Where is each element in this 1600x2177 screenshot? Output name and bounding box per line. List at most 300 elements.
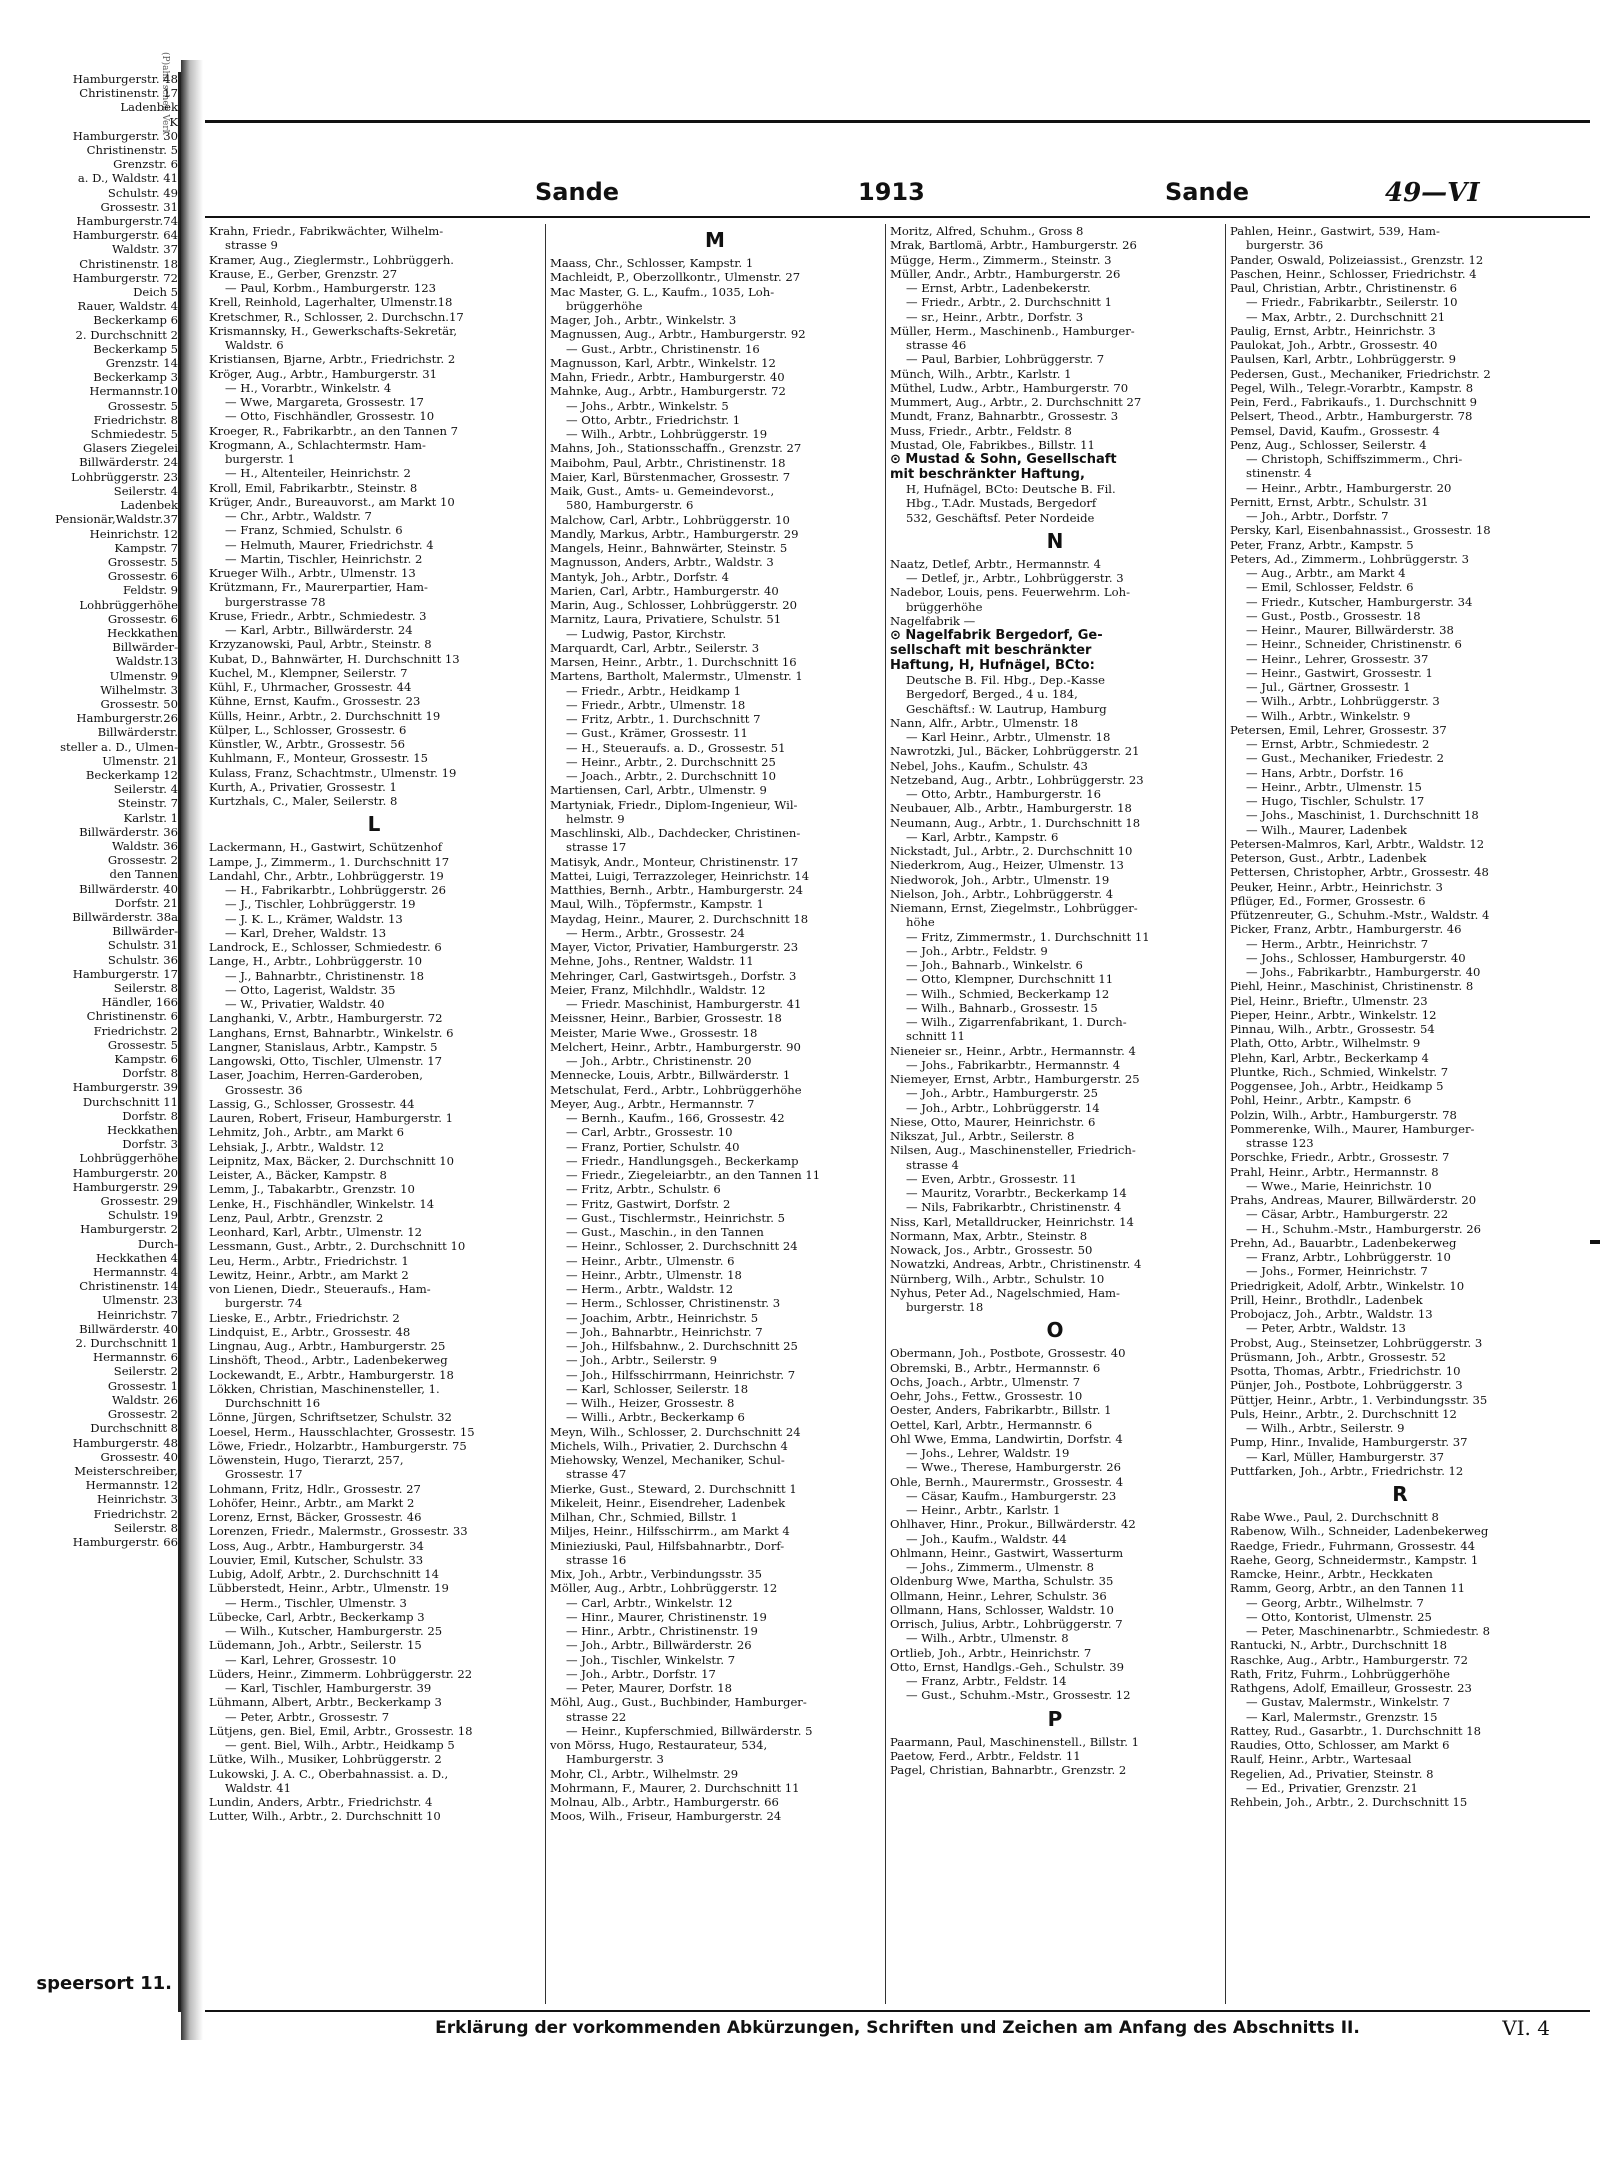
directory-entry-continuation: — Heinr., Arbtr., Ulmenstr. 6: [566, 1253, 735, 1268]
directory-entry-continuation: — Wwe, Margareta, Grossestr. 17: [225, 395, 424, 409]
directory-entry-continuation: — Joh., Bahnarb., Winkelstr. 6: [906, 958, 1083, 972]
directory-entry: Lockewandt, E., Arbtr., Hamburgerstr. 18: [209, 1367, 454, 1382]
directory-entry-continuation: — Franz, Arbtr., Feldstr. 14: [906, 1674, 1067, 1688]
directory-entry: Molnau, Alb., Arbtr., Hamburgerstr. 66: [550, 1795, 779, 1809]
directory-entry: Pander, Oswald, Polizeiassist., Grenzstr. 12: [1230, 252, 1484, 267]
directory-entry-continuation: burgerstr. 74: [225, 1296, 303, 1311]
directory-entry-continuation: — Mauritz, Vorarbtr., Beckerkamp 14: [906, 1186, 1127, 1200]
previous-page-entry: Kampstr. 7: [114, 540, 178, 555]
directory-entry: Mattei, Luigi, Terrazzoleger, Heinrichstr. 14: [550, 868, 810, 883]
previous-page-entry: Billwärder-: [112, 924, 178, 939]
directory-entry-continuation: — Otto, Arbtr., Friedrichstr. 1: [566, 412, 741, 427]
directory-entry: Ortlieb, Joh., Arbtr., Heinrichstr. 7: [890, 1645, 1092, 1660]
directory-entry-continuation: — Otto, Fischhändler, Grossestr. 10: [225, 409, 435, 424]
directory-entry-continuation: — Otto, Lagerist, Waldstr. 35: [225, 982, 396, 997]
directory-entry: Netzeband, Aug., Arbtr., Lohbrüggerstr. 23: [890, 772, 1144, 787]
directory-entry: Leu, Herm., Arbtr., Friedrichstr. 1: [209, 1253, 409, 1268]
directory-entry: Lundin, Anders, Arbtr., Friedrichstr. 4: [209, 1795, 433, 1809]
directory-entry-continuation: — Herm., Tischler, Ulmenstr. 3: [225, 1595, 407, 1610]
directory-entry: Normann, Max, Arbtr., Steinstr. 8: [890, 1228, 1088, 1243]
directory-entry-continuation: — Paul, Korbm., Hamburgerstr. 123: [225, 281, 437, 295]
directory-entry: Lökken, Christian, Maschinensteller, 1.: [209, 1381, 440, 1396]
directory-entry: Mandly, Markus, Arbtr., Hamburgerstr. 29: [550, 526, 799, 541]
directory-entry-continuation: — J., Bahnarbtr., Christinenstr. 18: [225, 968, 425, 983]
directory-entry-continuation: — Ernst, Arbtr., Schmiedestr. 2: [1246, 737, 1430, 751]
directory-entry-continuation: — Peter, Arbtr., Grossestr. 7: [225, 1709, 390, 1724]
previous-page-entries: [0, 72, 178, 1549]
directory-entry-continuation: — Friedr., Arbtr., Ulmenstr. 18: [566, 697, 746, 712]
directory-entry: Pagel, Christian, Bahnarbtr., Grenzstr. 2: [890, 1763, 1127, 1777]
previous-page-entry: 2. Durchschnitt 2: [75, 327, 178, 342]
directory-entry: Müller, Andr., Arbtr., Hamburgerstr. 26: [890, 266, 1121, 281]
directory-entry: Persky, Karl, Eisenbahnassist., Grossestr. 18: [1230, 523, 1491, 538]
directory-entry: Paetow, Ferd., Arbtr., Feldstr. 11: [890, 1748, 1081, 1763]
directory-entry-continuation: — Joh., Arbtr., Feldstr. 9: [906, 943, 1048, 958]
previous-page-entry: Lohbrüggerhöhe: [79, 1151, 178, 1166]
directory-entry-continuation: — Georg, Arbtr., Wilhelmstr. 7: [1246, 1595, 1424, 1610]
directory-entry-continuation: — Wilh., Arbtr., Lohbrüggerstr. 3: [1246, 694, 1440, 709]
column-1: [205, 224, 543, 2004]
directory-entry-continuation: — Karl Heinr., Arbtr., Ulmenstr. 18: [906, 730, 1111, 744]
directory-entry-continuation: — Hugo, Tischler, Schulstr. 17: [1246, 794, 1425, 808]
previous-page-entry: Hermannstr. 12: [85, 1478, 178, 1493]
directory-entry: Krogmann, A., Schlachtermstr. Ham-: [209, 437, 426, 452]
directory-entry-continuation: — Hans, Arbtr., Dorfstr. 16: [1246, 765, 1404, 780]
directory-entry: Lindquist, E., Arbtr., Grossestr. 48: [209, 1324, 411, 1339]
directory-entry: Ollmann, Hans, Schlosser, Waldstr. 10: [890, 1602, 1114, 1617]
previous-page-entry: Friedrichstr. 2: [93, 1023, 178, 1038]
directory-entry: Ollmann, Heinr., Lehrer, Schulstr. 36: [890, 1588, 1107, 1603]
previous-page-entry: Grossestr. 6: [107, 569, 178, 584]
directory-entry: Mehne, Johs., Rentner, Waldstr. 11: [550, 954, 754, 969]
directory-entry-continuation: — Wwe., Marie, Heinrichstr. 10: [1246, 1178, 1432, 1193]
directory-entry: Löwenstein, Hugo, Tierarzt, 257,: [209, 1453, 404, 1467]
previous-page-entry: Hamburgerstr.74: [76, 214, 178, 229]
directory-entry-continuation: strasse 22: [566, 1709, 627, 1724]
directory-entry-continuation: — H., Schuhm.-Mstr., Hamburgerstr. 26: [1246, 1221, 1481, 1236]
directory-entry-continuation: — Herm., Arbtr., Grossestr. 24: [566, 925, 745, 940]
directory-entry: Kretschmer, R., Schlosser, 2. Durchschn.17: [209, 309, 464, 324]
directory-entry: Prahl, Heinr., Arbtr., Hermannstr. 8: [1230, 1164, 1439, 1179]
directory-entry: Mayer, Victor, Privatier, Hamburgerstr. 23: [550, 940, 799, 954]
section-letter: O: [1046, 1318, 1064, 1343]
directory-entry-continuation: — Fritz, Arbtr., 1. Durchschnitt 7: [566, 712, 761, 726]
directory-entry: Martens, Bartholt, Malermstr., Ulmenstr. 1: [550, 669, 803, 684]
directory-entry-continuation: strasse 16: [566, 1552, 627, 1567]
directory-entry: Ohlhaver, Hinr., Prokur., Billwärderstr. 42: [890, 1517, 1136, 1532]
directory-entry: Lüdemann, Joh., Arbtr., Seilerstr. 15: [209, 1638, 422, 1653]
previous-page-entry: Ladenbek: [120, 498, 178, 513]
directory-entry-continuation: — Fritz, Zimmermstr., 1. Durchschnitt 11: [906, 929, 1150, 944]
directory-entry: Pelsert, Theod., Arbtr., Hamburgerstr. 78: [1230, 409, 1473, 424]
directory-entry: Raudies, Otto, Schlosser, am Markt 6: [1230, 1738, 1450, 1752]
previous-page-entry: Grenzstr. 6: [113, 157, 178, 172]
directory-entry: Kuchel, M., Klempner, Seilerstr. 7: [209, 665, 408, 680]
directory-entry: Nikszat, Jul., Arbtr., Seilerstr. 8: [890, 1129, 1075, 1143]
previous-page-entry: steller a. D., Ulmen-: [60, 739, 178, 754]
directory-entry: Minieziuski, Paul, Hilfsbahnarbtr., Dorf-: [550, 1538, 785, 1553]
directory-entry: Külls, Heinr., Arbtr., 2. Durchschnitt 19: [209, 708, 441, 723]
directory-entry: Paulokat, Joh., Arbtr., Grossestr. 40: [1230, 338, 1438, 352]
previous-page-entry: Durchschnitt 11: [82, 1094, 178, 1109]
previous-page-entry: Beckerkamp 6: [93, 313, 178, 328]
directory-entry: Peters, Ad., Zimmerm., Lohbrüggerstr. 3: [1230, 551, 1470, 566]
previous-page-entry: Grossestr. 5: [107, 398, 178, 413]
directory-entry-continuation: H, Hufnägel, BCto: Deutsche B. Fil.: [906, 482, 1116, 496]
directory-entry: Lenke, H., Fischhändler, Winkelstr. 14: [209, 1196, 435, 1211]
directory-entry-continuation: — Heinr., Arbtr., Karlstr. 1: [906, 1503, 1061, 1517]
directory-entry-continuation: strasse 17: [566, 840, 627, 855]
previous-page-entry: Ulmenstr. 23: [102, 1293, 178, 1308]
directory-entry-continuation: — Ernst, Arbtr., Ladenbekerstr.: [906, 281, 1091, 295]
directory-entry-continuation: — Joh., Arbtr., Hamburgerstr. 25: [906, 1086, 1099, 1101]
directory-entry-continuation: Bergedorf, Berged., 4 u. 184,: [906, 687, 1078, 702]
directory-entry: Naatz, Detlef, Arbtr., Hermannstr. 4: [890, 556, 1102, 571]
directory-entry: Pernitt, Ernst, Arbtr., Schulstr. 31: [1230, 494, 1429, 509]
previous-page-entry: Schulstr. 19: [107, 1208, 178, 1223]
directory-entry-continuation: — Johs., Maschinist, 1. Durchschnitt 18: [1246, 808, 1479, 823]
directory-entry: Kuhlmann, F., Monteur, Grossestr. 15: [209, 751, 429, 766]
directory-entry: Rabe Wwe., Paul, 2. Durchschnitt 8: [1230, 1510, 1439, 1524]
directory-entry-continuation: — Johs., Former, Heinrichstr. 7: [1246, 1264, 1428, 1279]
previous-page-entry: Christinenstr. 14: [79, 1279, 178, 1294]
directory-entry: Nawrotzki, Jul., Bäcker, Lohbrüggerstr. 21: [890, 744, 1140, 759]
directory-entry: Mahn, Friedr., Arbtr., Hamburgerstr. 40: [550, 370, 785, 384]
directory-entry-continuation: — J. K. L., Krämer, Waldstr. 13: [225, 911, 403, 926]
previous-page-entry: Beckerkamp 12: [85, 767, 178, 782]
previous-page-entry: Grossestr. 6: [107, 611, 178, 626]
directory-entry: Matisyk, Andr., Monteur, Christinenstr. 17: [550, 854, 799, 869]
directory-entry-continuation: — Otto, Klempner, Durchschnitt 11: [906, 972, 1114, 987]
previous-page-entry: Heckkathen: [107, 1123, 178, 1138]
directory-entry: Miehowsky, Wenzel, Mechaniker, Schul-: [550, 1453, 785, 1467]
previous-page-entry: Meisterschreiber,: [74, 1463, 178, 1478]
directory-entry-continuation: — Friedr., Ziegeleiarbtr., an den Tannen 11: [566, 1168, 821, 1182]
directory-entry-continuation: — Aug., Arbtr., am Markt 4: [1246, 566, 1406, 580]
directory-entry: Lewitz, Heinr., Arbtr., am Markt 2: [209, 1267, 409, 1282]
directory-entry: Rathgens, Adolf, Emailleur, Grossestr. 23: [1230, 1681, 1472, 1695]
directory-entry-continuation: — Johs., Lehrer, Waldstr. 19: [906, 1446, 1070, 1460]
directory-entry: Oettel, Karl, Arbtr., Hermannstr. 6: [890, 1417, 1093, 1432]
previous-page-entry: Grossestr. 2: [107, 1407, 178, 1422]
directory-entry: Künstler, W., Arbtr., Grossestr. 56: [209, 737, 405, 751]
directory-entry: Michels, Wilh., Privatier, 2. Durchschn 4: [550, 1438, 788, 1453]
directory-entry-continuation: — Herm., Schlosser, Christinenstr. 3: [566, 1296, 781, 1311]
directory-entry: Pump, Hinr., Invalide, Hamburgerstr. 37: [1230, 1435, 1468, 1450]
directory-entry-continuation: — H., Altenteiler, Heinrichstr. 2: [225, 466, 411, 481]
directory-entry: Kurth, A., Privatier, Grossestr. 1: [209, 779, 397, 794]
directory-entry: Mix, Joh., Arbtr., Verbindungsstr. 35: [550, 1567, 762, 1581]
directory-entry: Maibohm, Paul, Arbtr., Christinenstr. 18: [550, 455, 786, 470]
directory-entry-continuation: strasse 46: [906, 338, 967, 352]
directory-entry: Ramm, Georg, Arbtr., an den Tannen 11: [1230, 1581, 1465, 1596]
previous-page-entry: Christinenstr. 6: [86, 1009, 178, 1024]
directory-entry: Kurtzhals, C., Maler, Seilerstr. 8: [209, 794, 398, 808]
directory-entry: Moritz, Alfred, Schuhm., Gross 8: [890, 224, 1084, 238]
directory-entry-continuation: — Christoph, Schiffszimmerm., Chri-: [1246, 452, 1463, 466]
directory-entry-continuation: — Johs., Fabrikarbtr., Hamburgerstr. 40: [1246, 965, 1481, 979]
directory-entry: Laser, Joachim, Herren-Garderoben,: [209, 1068, 423, 1083]
directory-entry: Lütke, Wilh., Musiker, Lohbrüggerstr. 2: [209, 1752, 442, 1767]
directory-entry-continuation: — Franz, Arbtr., Lohbrüggerstr. 10: [1246, 1250, 1451, 1264]
directory-entry-continuation: — Johs., Zimmerm., Ulmenstr. 8: [906, 1560, 1095, 1574]
directory-entry-continuation: — Friedr., Arbtr., Heidkamp 1: [566, 683, 742, 698]
directory-entry-continuation: — Joh., Arbtr., Lohbrüggerstr. 14: [906, 1100, 1100, 1115]
directory-entry-continuation: — Joh., Arbtr., Dorfstr. 17: [566, 1666, 716, 1681]
directory-entry: Lukowski, J. A. C., Oberbahnassist. a. D.,: [209, 1766, 449, 1781]
directory-entry-continuation: — Otto, Arbtr., Hamburgerstr. 16: [906, 787, 1102, 801]
directory-entry: Puls, Heinr., Arbtr., 2. Durchschnitt 12: [1230, 1406, 1457, 1421]
directory-entry-continuation: höhe: [906, 915, 935, 930]
previous-page-entry: Grossestr. 5: [107, 554, 178, 569]
directory-entry: Ohl Wwe, Emma, Landwirtin, Dorfstr. 4: [890, 1431, 1123, 1446]
directory-entry: Polzin, Wilh., Arbtr., Hamburgerstr. 78: [1230, 1107, 1457, 1122]
directory-entry-continuation: — Chr., Arbtr., Waldstr. 7: [225, 509, 372, 523]
directory-entry: Paulig, Ernst, Arbtr., Heinrichstr. 3: [1230, 323, 1436, 338]
directory-entry: Krahn, Friedr., Fabrikwächter, Wilhelm-: [209, 224, 444, 238]
directory-entry: Lohmann, Fritz, Hdlr., Grossestr. 27: [209, 1481, 421, 1496]
directory-entry: Matthies, Bernh., Arbtr., Hamburgerstr. 24: [550, 883, 803, 897]
directory-entry-continuation: — Jul., Gärtner, Grossestr. 1: [1246, 680, 1411, 694]
section-letter: N: [1046, 528, 1064, 553]
previous-page-entry: Karlstr. 1: [123, 810, 178, 825]
directory-entry-continuation: — Wilh., Heizer, Grossestr. 8: [566, 1396, 735, 1410]
directory-entry: Obermann, Joh., Postbote, Grossestr. 40: [890, 1346, 1126, 1361]
directory-entry: Leonhard, Karl, Arbtr., Ulmenstr. 12: [209, 1225, 423, 1239]
directory-entry-continuation: burgerstr. 36: [1246, 238, 1324, 253]
directory-entry-continuation: — W., Privatier, Waldstr. 40: [225, 997, 385, 1011]
directory-entry: Plath, Otto, Arbtr., Wilhelmstr. 9: [1230, 1036, 1421, 1051]
directory-entry-continuation: — H., Steueraufs. a. D., Grossestr. 51: [566, 740, 786, 755]
directory-entry-continuation: — Johs., Arbtr., Winkelstr. 5: [566, 398, 729, 413]
directory-entry: Moos, Wilh., Friseur, Hamburgerstr. 24: [550, 1809, 782, 1824]
directory-entry: Prill, Heinr., Brothdlr., Ladenbek: [1230, 1292, 1423, 1307]
directory-entry: Machleidt, P., Oberzollkontr., Ulmenstr. 27: [550, 270, 801, 285]
previous-page-entry: Grossestr. 5: [107, 1037, 178, 1052]
previous-page-entry: Hermannstr.10: [89, 384, 178, 399]
directory-entry-continuation: — Gust., Postb., Grossestr. 18: [1246, 608, 1421, 623]
spine-text: (P)ahn schen Verl.: [160, 52, 170, 136]
directory-entry: Pfützenreuter, G., Schuhm.-Mstr., Waldstr. 4: [1230, 908, 1490, 922]
directory-entry-continuation: — Heinr., Lehrer, Grossestr. 37: [1246, 651, 1429, 666]
directory-entry: Mager, Joh., Arbtr., Winkelstr. 3: [550, 313, 737, 327]
previous-page-entry: Dorfstr. 8: [122, 1066, 178, 1081]
directory-entry-continuation: — H., Vorarbtr., Winkelstr. 4: [225, 380, 392, 395]
directory-entry-continuation: — Gust., Mechaniker, Friedestr. 2: [1246, 751, 1445, 766]
directory-entry-continuation: 532, Geschäftsf. Peter Nordeide: [906, 510, 1095, 525]
previous-page-entry: Lohbrüggerstr. 23: [71, 469, 178, 484]
previous-page-entry: Billwärder-: [112, 640, 178, 655]
directory-entry-continuation: — Wilh., Maurer, Ladenbek: [1246, 822, 1407, 837]
previous-page-entry: a. D., Waldstr. 41: [77, 171, 178, 186]
previous-page-entry: Schulstr. 36: [107, 952, 178, 967]
directory-entry: Püttjer, Heinr., Arbtr., 1. Verbindungsstr. 35: [1230, 1392, 1488, 1407]
directory-entry: Pflüger, Ed., Former, Grossestr. 6: [1230, 893, 1426, 908]
directory-entry: Pünjer, Joh., Postbote, Lohbrüggerstr. 3: [1230, 1378, 1463, 1393]
previous-page-entry: Heinrichstr. 12: [89, 526, 178, 541]
directory-entry: Prüsmann, Joh., Arbtr., Grossestr. 52: [1230, 1349, 1446, 1364]
directory-entry: Picker, Franz, Arbtr., Hamburgerstr. 46: [1230, 922, 1462, 937]
directory-entry: Marnitz, Laura, Privatiere, Schulstr. 51: [550, 612, 782, 627]
firm-entry: ⊙ Nagelfabrik Bergedorf, Ge-: [890, 628, 1103, 643]
directory-entry-continuation: — Paul, Barbier, Lohbrüggerstr. 7: [906, 352, 1105, 367]
directory-entry: Langowski, Otto, Tischler, Ulmenstr. 17: [209, 1054, 442, 1068]
directory-entry-continuation: — Wilh., Arbtr., Seilerstr. 9: [1246, 1421, 1405, 1435]
directory-entry: Mac Master, G. L., Kaufm., 1035, Loh-: [550, 284, 775, 299]
directory-entry: Paarmann, Paul, Maschinenstell., Billstr. 1: [890, 1734, 1139, 1749]
directory-entry-continuation: — Helmuth, Maurer, Friedrichstr. 4: [225, 537, 434, 552]
directory-entry-continuation: — Heinr., Arbtr., Hamburgerstr. 20: [1246, 480, 1452, 495]
directory-entry: Raehe, Georg, Schneidermstr., Kampstr. 1: [1230, 1552, 1479, 1567]
directory-entry-continuation: — Heinr., Gastwirt, Grossestr. 1: [1246, 665, 1433, 680]
directory-entry: Nann, Alfr., Arbtr., Ulmenstr. 18: [890, 715, 1079, 730]
directory-entry-continuation: burgerstr. 1: [225, 452, 295, 466]
directory-entry-continuation: — J., Tischler, Lohbrüggerstr. 19: [225, 897, 416, 912]
directory-entry-continuation: helmstr. 9: [566, 811, 625, 826]
directory-entry-continuation: brüggerhöhe: [906, 599, 983, 614]
directory-entry: Mrak, Bartlomä, Arbtr., Hamburgerstr. 26: [890, 238, 1137, 253]
directory-entry-continuation: Waldstr. 6: [225, 338, 284, 352]
directory-entry-continuation: — Joh., Hilfsschirrmann, Heinrichstr. 7: [566, 1367, 796, 1382]
directory-entry: Niemeyer, Ernst, Arbtr., Hamburgerstr. 25: [890, 1072, 1140, 1086]
previous-page-entry: Steinstr. 7: [117, 796, 178, 811]
previous-page-entry: Beckerkamp 5: [93, 341, 178, 356]
directory-entry-continuation: — Friedr., Fabrikarbtr., Seilerstr. 10: [1246, 295, 1458, 310]
previous-page-entry: Hamburgerstr. 39: [72, 1080, 178, 1095]
directory-entry: Miljes, Heinr., Hilfsschirrm., am Markt 4: [550, 1524, 790, 1539]
directory-entry: Maul, Wilh., Töpfermstr., Kampstr. 1: [550, 897, 764, 912]
previous-page-entry: Feldstr. 9: [122, 583, 178, 598]
directory-entry: Niemann, Ernst, Ziegelmstr., Lohbrügger-: [890, 901, 1138, 915]
directory-entry-continuation: — Ed., Privatier, Grenzstr. 21: [1246, 1780, 1418, 1795]
directory-entry: Krause, E., Gerber, Grenzstr. 27: [209, 266, 398, 281]
directory-entry: Pahlen, Heinr., Gastwirt, 539, Ham-: [1230, 224, 1440, 238]
directory-entry: Meyer, Aug., Arbtr., Hermannstr. 7: [550, 1096, 755, 1111]
directory-entry: Kramer, Aug., Zieglermstr., Lohbrüggerh.: [209, 252, 454, 267]
directory-entry-continuation: — Gust., Schuhm.-Mstr., Grossestr. 12: [906, 1688, 1131, 1703]
previous-page-entry: Seilerstr. 4: [113, 782, 178, 797]
previous-page-entry: Friedrichstr. 8: [93, 412, 178, 427]
directory-entry: Müthel, Ludw., Arbtr., Hamburgerstr. 70: [890, 380, 1129, 395]
directory-entry-continuation: — Joh., Bahnarbtr., Heinrichstr. 7: [566, 1324, 763, 1339]
directory-entry: Lange, H., Arbtr., Lohbrüggerstr. 10: [209, 954, 423, 969]
directory-entry-continuation: — Fritz, Arbtr., Schulstr. 6: [566, 1182, 721, 1197]
directory-entry: Piehl, Heinr., Maschinist, Christinenstr. 8: [1230, 979, 1474, 994]
directory-entry-continuation: — Franz, Schmied, Schulstr. 6: [225, 523, 403, 538]
directory-entry: Lübecke, Carl, Arbtr., Beckerkamp 3: [209, 1609, 425, 1624]
directory-entry-continuation: — Johs., Schlosser, Hamburgerstr. 40: [1246, 950, 1466, 965]
previous-page-entry: Grossestr. 50: [100, 696, 178, 711]
directory-entry: Pemsel, David, Kaufm., Grossestr. 4: [1230, 423, 1440, 438]
directory-entry: Lemm, J., Tabakarbtr., Grenzstr. 10: [209, 1182, 415, 1197]
directory-entry-continuation: — Cäsar, Kaufm., Hamburgerstr. 23: [906, 1488, 1117, 1503]
directory-entry-continuation: — Joh., Kaufm., Waldstr. 44: [906, 1531, 1067, 1546]
previous-page-entry: Beckerkamp 3: [93, 370, 178, 385]
directory-entry: Lieske, E., Arbtr., Friedrichstr. 2: [209, 1310, 400, 1325]
firm-entry: mit beschränkter Haftung,: [890, 467, 1085, 482]
directory-entry: Krismannsky, H., Gewerkschafts-Sekretär,: [209, 323, 458, 338]
directory-entry-continuation: — gent. Biel, Wilh., Arbtr., Heidkamp 5: [225, 1738, 455, 1752]
directory-entry: Rehbein, Joh., Arbtr., 2. Durchschnitt 15: [1230, 1795, 1468, 1809]
directory-entry: Pedersen, Gust., Mechaniker, Friedrichstr. 2: [1230, 366, 1491, 381]
directory-entry: Malchow, Carl, Arbtr., Lohbrüggerstr. 10: [550, 512, 790, 527]
directory-entry: Mummert, Aug., Arbtr., 2. Durchschnitt 27: [890, 395, 1142, 409]
header-place-left: Sande: [535, 178, 620, 206]
directory-entry: Lackermann, H., Gastwirt, Schützenhof: [209, 840, 443, 855]
previous-page-entry: Grossestr. 1: [107, 1378, 178, 1393]
directory-entry: Linshöft, Theod., Arbtr., Ladenbekerweg: [209, 1353, 448, 1368]
directory-entry-continuation: brüggerhöhe: [566, 298, 643, 313]
bottom-rule: [205, 2010, 1590, 2012]
directory-entry: Piel, Heinr., Brieftr., Ulmenstr. 23: [1230, 993, 1428, 1008]
directory-entry-continuation: — Bernh., Kaufm., 166, Grossestr. 42: [566, 1111, 785, 1125]
directory-entry: Mahnke, Aug., Arbtr., Hamburgerstr. 72: [550, 384, 786, 399]
running-head: [205, 178, 1590, 212]
directory-entry: Peter, Franz, Arbtr., Kampstr. 5: [1230, 537, 1414, 552]
previous-page-entry: Waldstr. 26: [112, 1392, 178, 1407]
directory-entry-continuation: — Wilh., Kutscher, Hamburgerstr. 25: [225, 1624, 443, 1638]
directory-entry: Langhanki, V., Arbtr., Hamburgerstr. 72: [209, 1011, 443, 1026]
directory-page: [205, 120, 1590, 2120]
directory-entry: von Mörss, Hugo, Restaurateur, 534,: [550, 1738, 768, 1752]
directory-entry: Lüders, Heinr., Zimmerm. Lohbrüggerstr. 22: [209, 1666, 473, 1681]
directory-entry: Melchert, Heinr., Arbtr., Hamburgerstr. 90: [550, 1039, 801, 1054]
directory-entry-continuation: — Peter, Arbtr., Waldstr. 13: [1246, 1321, 1406, 1336]
directory-entry: Lehsiak, J., Arbtr., Waldstr. 12: [209, 1139, 385, 1154]
directory-entry: Nürnberg, Wilh., Arbtr., Schulstr. 10: [890, 1271, 1105, 1286]
previous-page-entry: Schulstr. 49: [107, 185, 178, 200]
directory-entry-continuation: — Detlef, jr., Arbtr., Lohbrüggerstr. 3: [906, 571, 1124, 585]
directory-entry: Muss, Friedr., Arbtr., Feldstr. 8: [890, 423, 1072, 438]
directory-entry-continuation: schnitt 11: [906, 1029, 965, 1044]
directory-entry-continuation: — Peter, Maurer, Dorfstr. 18: [566, 1681, 732, 1695]
previous-page-entry: Grossestr. 40: [100, 1449, 178, 1464]
directory-entry: Pohl, Heinr., Arbtr., Kampstr. 6: [1230, 1093, 1412, 1108]
directory-entry: Magnusson, Anders, Arbtr., Waldstr. 3: [550, 555, 774, 570]
directory-entry: Langner, Stanislaus, Arbtr., Kampstr. 5: [209, 1039, 438, 1054]
directory-entry: Löwe, Friedr., Holzarbtr., Hamburgerstr. 75: [209, 1438, 467, 1453]
directory-entry: Lübberstedt, Heinr., Arbtr., Ulmenstr. 19: [209, 1581, 449, 1596]
directory-entry: Loss, Aug., Arbtr., Hamburgerstr. 34: [209, 1538, 424, 1553]
previous-page-entry: Waldstr.13: [115, 654, 178, 669]
directory-entry: Nebel, Johs., Kaufm., Schulstr. 43: [890, 758, 1088, 773]
previous-page-entry: Ulmenstr. 9: [109, 668, 178, 683]
directory-entry: Nilsen, Aug., Maschinensteller, Friedrich-: [890, 1143, 1136, 1158]
previous-page-entry: Schmiedestr. 5: [90, 427, 178, 442]
directory-entry: Maschlinski, Alb., Dachdecker, Christinen-: [550, 826, 801, 840]
directory-entry: Plehn, Karl, Arbtr., Beckerkamp 4: [1230, 1050, 1429, 1065]
directory-entry: Maik, Gust., Amts- u. Gemeindevorst.,: [550, 484, 775, 498]
directory-entry: Milhan, Chr., Schmied, Billstr. 1: [550, 1510, 738, 1524]
directory-entry: Kulass, Franz, Schachtmstr., Ulmenstr. 19: [209, 765, 457, 780]
directory-entry: Magnusson, Karl, Arbtr., Winkelstr. 12: [550, 355, 776, 370]
directory-entry-continuation: — Friedr. Maschinist, Hamburgerstr. 41: [566, 997, 802, 1011]
previous-page-entry: Hamburgerstr. 20: [72, 1165, 178, 1180]
directory-entry: Peterson, Gust., Arbtr., Ladenbek: [1230, 851, 1427, 865]
previous-page-entry: Christinenstr. 17: [79, 86, 178, 101]
directory-entry-continuation: Hamburgerstr. 3: [566, 1752, 664, 1767]
directory-entry: Krueger Wilh., Arbtr., Ulmenstr. 13: [209, 566, 416, 580]
directory-entry-continuation: — Heinr., Maurer, Billwärderstr. 38: [1246, 623, 1454, 637]
directory-entry: Nagelfabrik —: [890, 613, 976, 628]
directory-entry: Müller, Herm., Maschinenb., Hamburger-: [890, 323, 1135, 338]
directory-entry-continuation: Geschäftsf.: W. Lautrup, Hamburg: [906, 701, 1107, 716]
directory-entry: Krell, Reinhold, Lagerhalter, Ulmenstr.18: [209, 295, 453, 310]
directory-entry: Mustad, Ole, Fabrikbes., Billstr. 11: [890, 437, 1095, 452]
directory-entry-continuation: — Max, Arbtr., 2. Durchschnitt 21: [1246, 309, 1446, 324]
directory-entry: Prahs, Andreas, Maurer, Billwärderstr. 20: [1230, 1193, 1477, 1207]
directory-entry-continuation: strasse 47: [566, 1467, 627, 1482]
